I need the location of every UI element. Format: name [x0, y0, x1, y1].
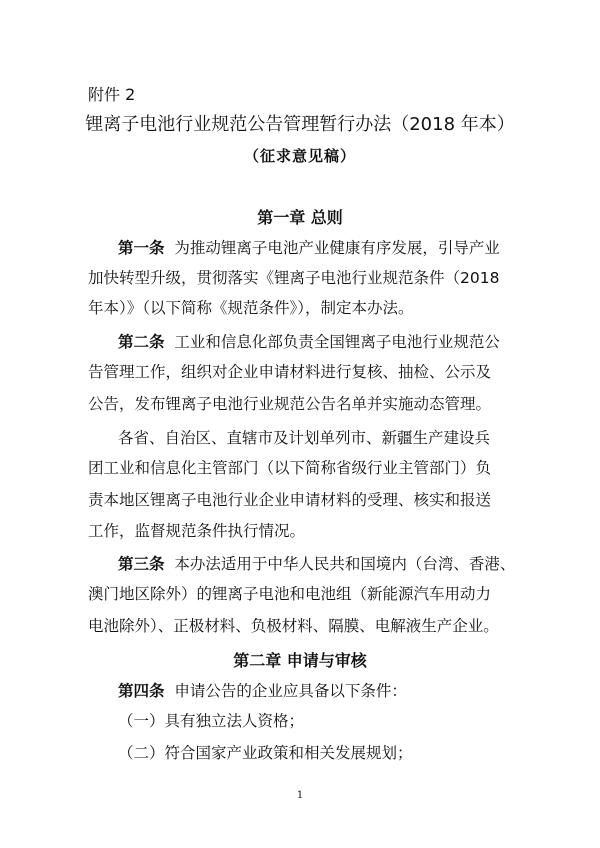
- paragraph-3-line-3: 责本地区锂离子电池行业企业申请材料的受理、核实和报送: [88, 491, 492, 509]
- article-2-line-3: 公告，发布锂离子电池行业规范公告名单并实施动态管理。: [88, 395, 492, 413]
- condition-item-2: （二）符合国家产业政策和相关发展规划；: [118, 744, 413, 762]
- article-4-line-1: [118, 681, 407, 701]
- paragraph-3-line-2: 团工业和信息化主管部门（以下简称省级行业主管部门）负: [88, 459, 492, 477]
- article-1-text: 为推动锂离子电池产业健康有序发展，引导产业: [174, 239, 500, 257]
- article-1-label: 第一条: [118, 239, 165, 257]
- document-subtitle: （征求意见稿）: [243, 147, 356, 165]
- article-3-line-2: 澳门地区除外）的锂离子电池和电池组（新能源汽车用动力: [88, 585, 492, 603]
- article-3-text: 本办法适用于中华人民共和国境内（台湾、香港、: [174, 555, 516, 573]
- article-1-line-3: 年本）》（以下简称《规范条件》），制定本办法。: [88, 299, 414, 317]
- article-2-label: 第二条: [118, 333, 165, 351]
- article-3-label: 第三条: [118, 555, 165, 573]
- article-2-line-1: [118, 332, 500, 352]
- paragraph-3-line-4: 工作，监督规范条件执行情况。: [88, 522, 306, 540]
- article-4-text: 申请公告的企业应具备以下条件：: [174, 682, 407, 700]
- article-3-line-1: [118, 554, 515, 574]
- article-1-line-1: [118, 238, 500, 258]
- article-2-text: 工业和信息化部负责全国锂离子电池行业规范公: [174, 333, 500, 351]
- chapter-1-heading: 第一章 总则: [257, 208, 343, 227]
- article-3-line-3: 电池除外）、正极材料、负极材料、隔膜、电解液生产企业。: [88, 617, 499, 635]
- attachment-label: 附件 2: [88, 85, 136, 104]
- article-1-line-2: 加快转型升级，贯彻落实《锂离子电池行业规范条件（2018: [88, 269, 500, 287]
- paragraph-3-line-1: 各省、自治区、直辖市及计划单列市、新疆生产建设兵: [118, 429, 491, 447]
- chapter-2-heading: 第二章 申请与审核: [233, 651, 367, 670]
- page-number: 1: [296, 790, 304, 801]
- article-4-label: 第四条: [118, 682, 165, 700]
- condition-item-1: （一）具有独立法人资格；: [118, 712, 305, 730]
- document-title: 锂离子电池行业规范公告管理暂行办法（2018 年本）: [85, 114, 515, 135]
- article-2-line-2: 告管理工作，组织对企业申请材料进行复核、抽检、公示及: [88, 363, 492, 381]
